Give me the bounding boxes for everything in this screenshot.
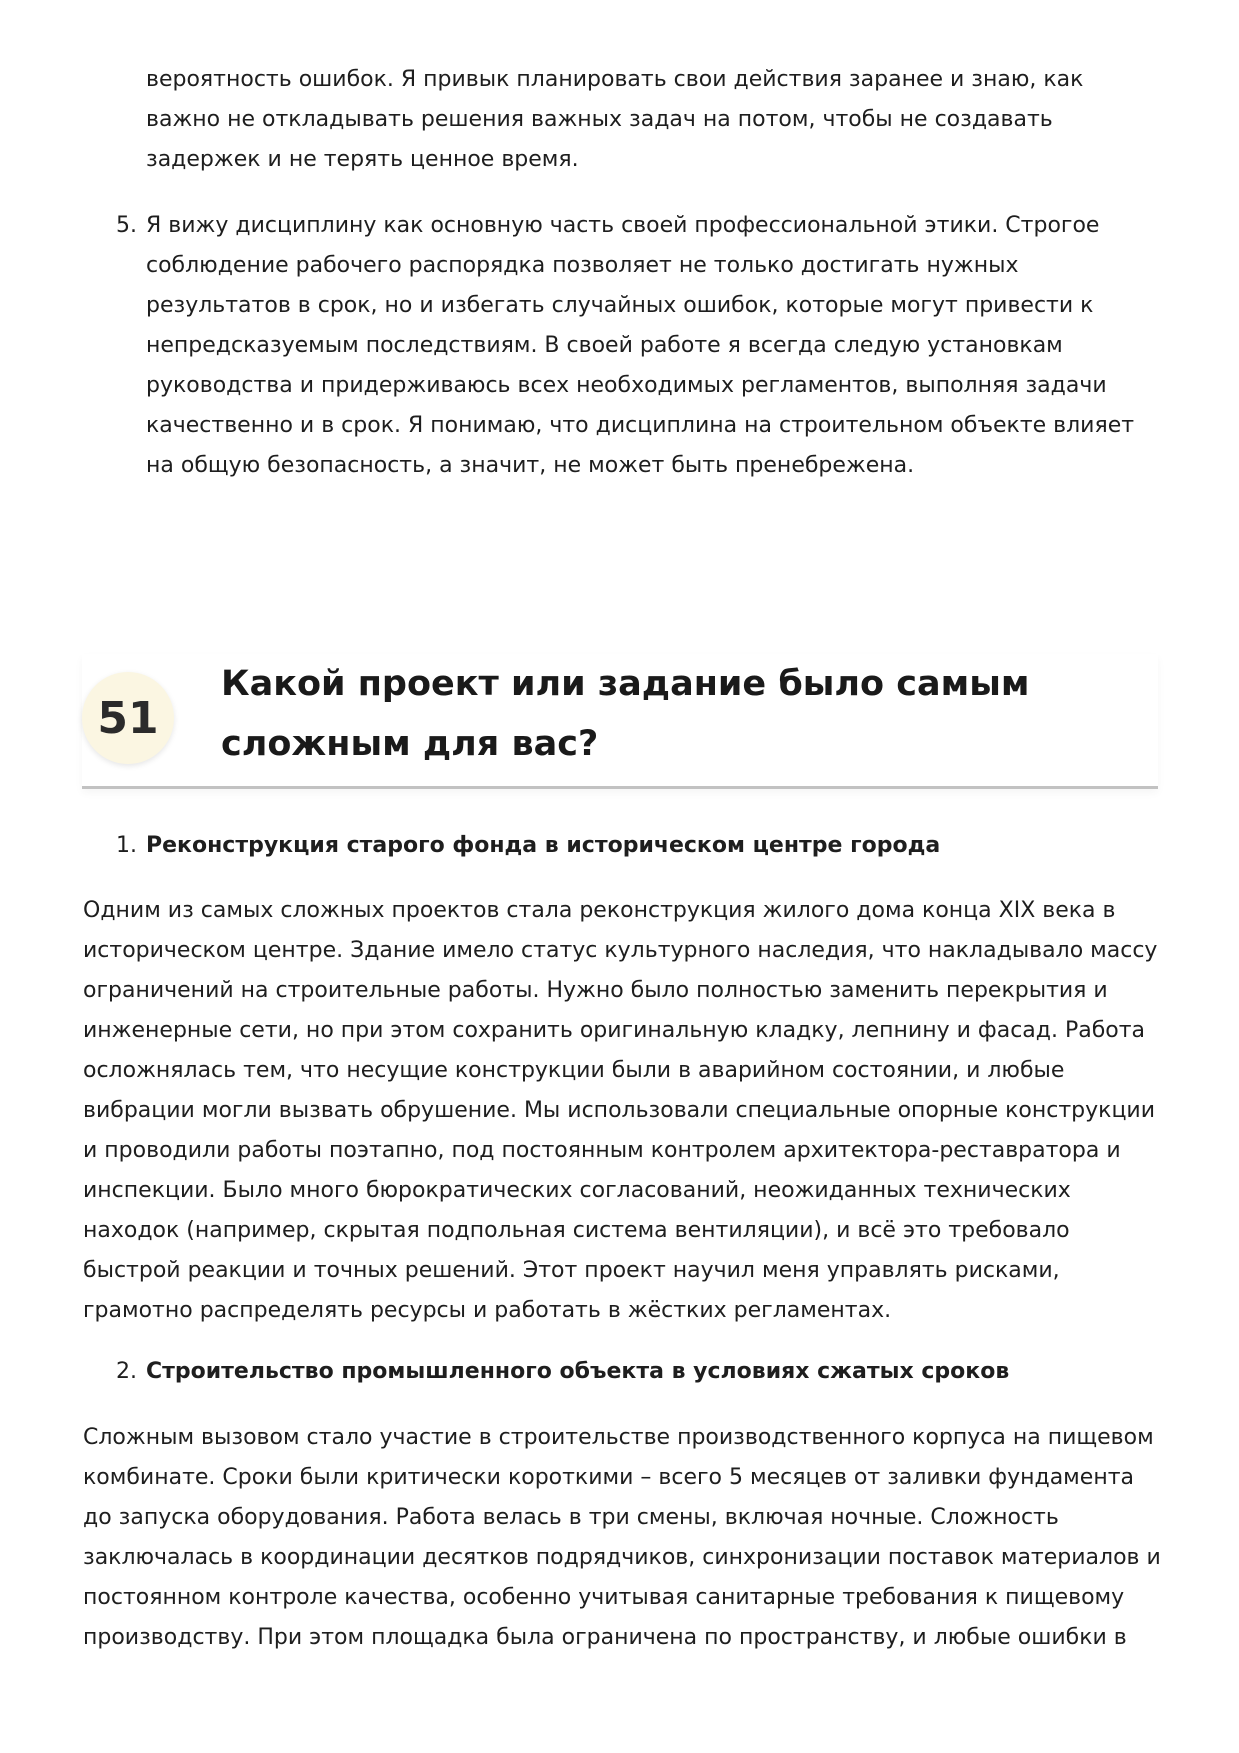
project-number: 2. [116,1359,137,1384]
project-description-2: Сложным вызовом стало участие в строительстве производственного корпуса на пищевом комбинате. Сроки были критически короткими – всего 5 месяцев от заливки фундамента до запуска оборудования. Работа велась в три смены, включая ночные. Сложность заключалась в координации десятков подрядчиков, синхронизации поставок материалов и постоянном контроле качества, особенно учитывая санитарные требования к пищевому производству. При этом площадка была ограничена по пространству, и любые ошибки в [83,1425,1161,1650]
question-header [82,654,1158,789]
list-item-number: 5. [116,213,137,238]
project-heading-text: Реконструкция старого фонда в историческом центре города [146,833,941,858]
project-number: 1. [116,833,137,858]
question-title: Какой проект или задание было самым сложным для вас? [221,664,1030,764]
list-item-text: Я вижу дисциплину как основную часть своей профессиональной этики. Строгое соблюдение рабочего распорядка позволяет не только достигать нужных результатов в срок, но и избегать случайных ошибок, которые могут привести к непредсказуемым последствиям. В своей работе я всегда следую установкам руководства и придерживаюсь всех необходимых регламентов, выполняя задачи качественно и в срок. Я понимаю, что дисциплина на строительном объекте влияет на общую безопасность, а значит, не может быть пренебрежена. [146,213,1135,478]
list-item-5 [116,206,1156,486]
project-heading-text: Строительство промышленного объекта в условиях сжатых сроков [146,1359,1010,1384]
question-number-badge: 51 [82,672,174,764]
project-description-1: Одним из самых сложных проектов стала реконструкция жилого дома конца XIX века в историческом центре. Здание имело статус культурного наследия, что накладывало массу ограничений на строительные работы. Нужно было полностью заменить перекрытия и инженерные сети, но при этом сохранить оригинальную кладку, лепнину и фасад. Работа осложнялась тем, что несущие конструкции были в аварийном состоянии, и любые вибрации могли вызвать обрушение. Мы использовали специальные опорные конструкции и проводили работы поэтапно, под постоянным контролем архитектора-реставратора и инспекции. Было много бюрократических согласований, неожиданных технических находок (например, скрытая подпольная система вентиляции), и всё это требовало быстрой реакции и точных решений. Этот проект научил меня управлять рисками, грамотно распределять ресурсы и работать в жёстких регламентах. [83,898,1158,1323]
project-heading-2 [116,1352,1156,1392]
list-item-continuation: вероятность ошибок. Я привык планировать свои действия заранее и знаю, как важно не откладывать решения важных задач на потом, чтобы не создавать задержек и не терять ценное время. [146,67,1084,172]
project-heading-1 [116,826,1156,866]
